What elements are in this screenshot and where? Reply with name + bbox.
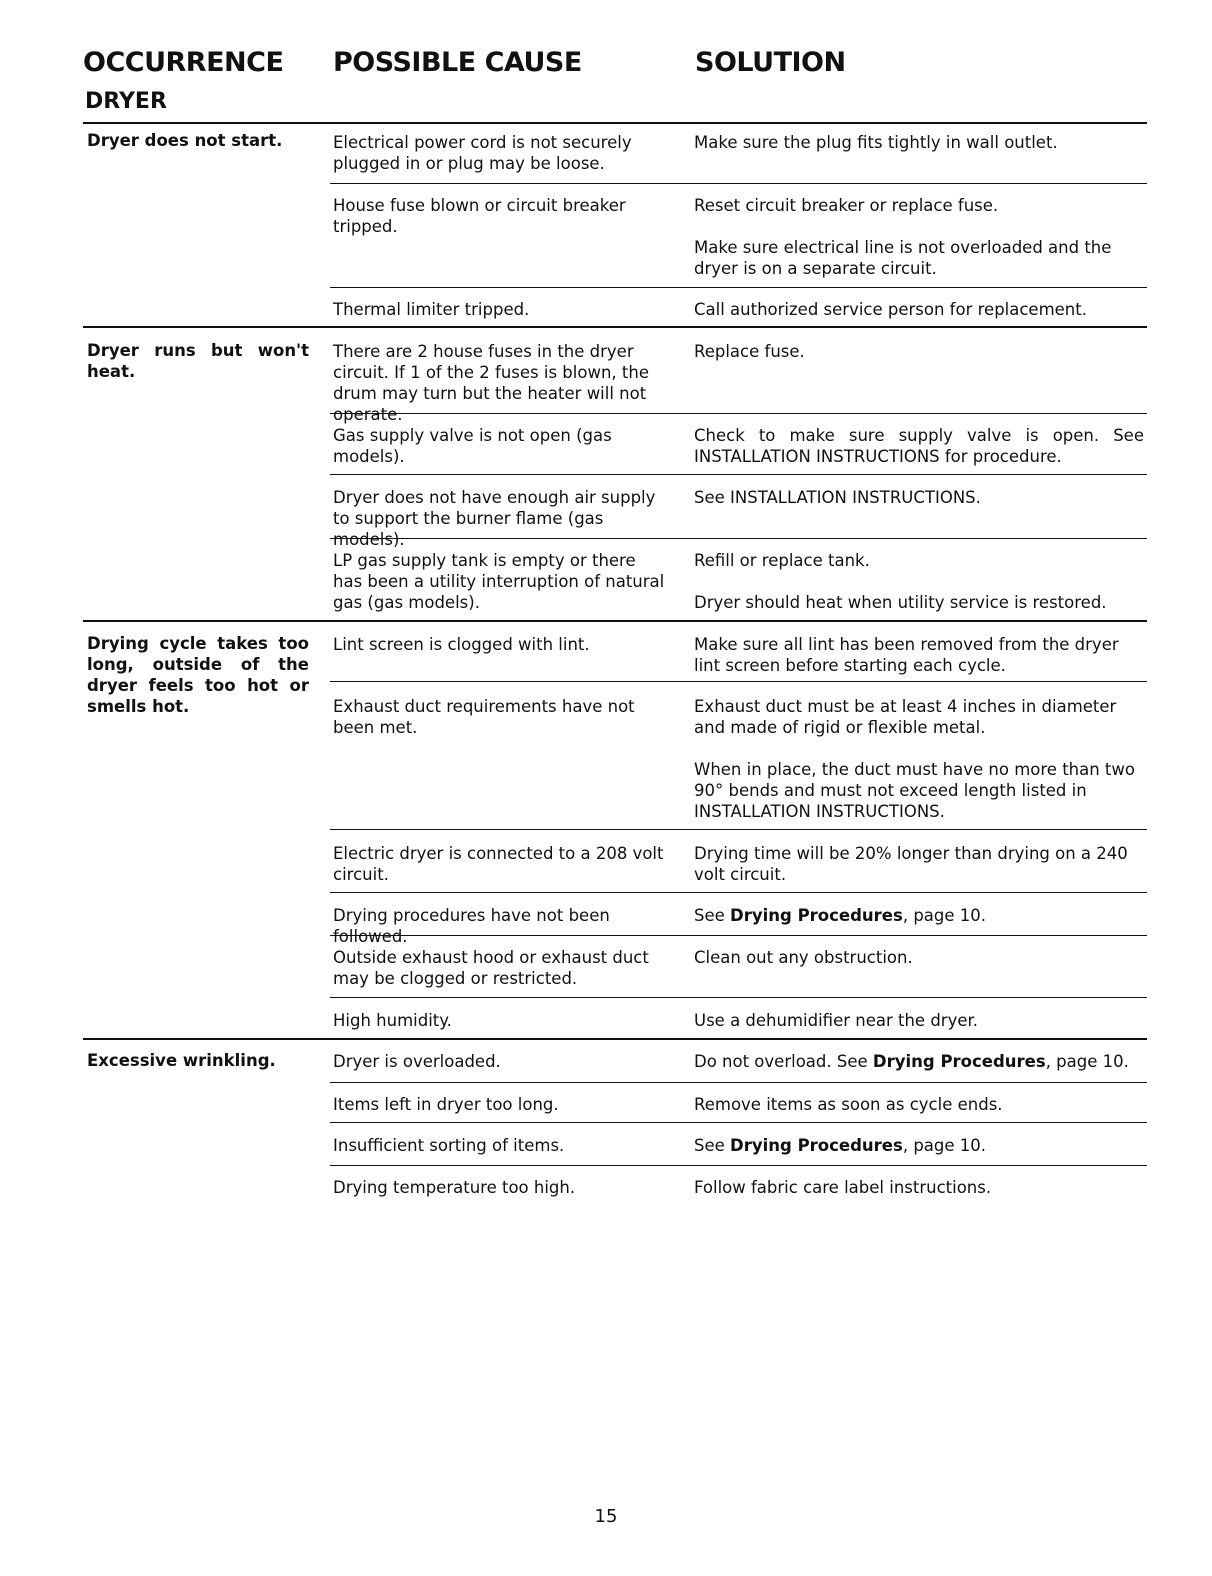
drying-procedures-reference: Drying Procedures (730, 1136, 903, 1155)
solution-text: Remove items as soon as cycle ends. (694, 1095, 1003, 1114)
cause-text: Electric dryer is connected to a 208 volt circuit. (333, 844, 664, 884)
solution-text: Check to make sure supply valve is open. See INSTALLATION INSTRUCTIONS for procedure. (694, 426, 1144, 466)
solution-text: Reset circuit breaker or replace fuse. (694, 196, 999, 215)
section-title: DRYER (85, 89, 167, 114)
row-divider (330, 1165, 1147, 1166)
solution-text: Do not overload. See Drying Procedures, page 10. (694, 1052, 1129, 1071)
cause-text: Drying temperature too high. (333, 1178, 576, 1197)
row-divider (330, 829, 1147, 830)
occurrence-label: Dryer does not start. (87, 131, 283, 150)
cause-text: Outside exhaust hood or exhaust duct may be clogged or restricted. (333, 948, 649, 988)
section-divider (83, 326, 1147, 328)
solution-text: See INSTALLATION INSTRUCTIONS. (694, 488, 981, 507)
solution-text: Make sure all lint has been removed from the dryer lint screen before starting each cycle. (694, 635, 1119, 675)
solution-text: Replace fuse. (694, 342, 805, 361)
solution-text: Refill or replace tank. (694, 551, 870, 570)
cause-text: House fuse blown or circuit breaker tripped. (333, 196, 626, 236)
row-divider (330, 1122, 1147, 1123)
solution-text: When in place, the duct must have no more than two 90° bends and must not exceed length listed in INSTALLATION INSTRUCTIONS. (694, 760, 1135, 821)
solution-text: See Drying Procedures, page 10. (694, 906, 987, 925)
drying-procedures-reference: Drying Procedures (730, 906, 903, 925)
row-divider (330, 892, 1147, 893)
possible-cause-column-header: POSSIBLE CAUSE (333, 47, 582, 78)
cause-text: Drying procedures have not been followed. (333, 906, 610, 946)
solution-column-header: SOLUTION (695, 47, 846, 78)
occurrence-label: Excessive wrinkling. (87, 1051, 276, 1070)
solution-text: Make sure electrical line is not overloaded and the dryer is on a separate circuit. (694, 238, 1112, 278)
cause-text: Lint screen is clogged with lint. (333, 635, 590, 654)
row-divider (330, 681, 1147, 682)
solution-text: Use a dehumidifier near the dryer. (694, 1011, 979, 1030)
cause-text: Exhaust duct requirements have not been met. (333, 697, 635, 737)
section-divider (83, 1038, 1147, 1040)
row-divider (330, 997, 1147, 998)
cause-text: Insufficient sorting of items. (333, 1136, 565, 1155)
cause-text: Dryer is overloaded. (333, 1052, 501, 1071)
page-number: 15 (594, 1506, 618, 1527)
solution-text: Exhaust duct must be at least 4 inches in diameter and made of rigid or flexible metal. (694, 697, 1117, 737)
row-divider (330, 183, 1147, 184)
occurrence-label: Drying cycle takes too long, outside of the dryer feels too hot or smells hot. (87, 634, 309, 716)
solution-text: Follow fabric care label instructions. (694, 1178, 992, 1197)
solution-text: See Drying Procedures, page 10. (694, 1136, 987, 1155)
cause-text: LP gas supply tank is empty or there has been a utility interruption of natural gas (gas models). (333, 551, 665, 612)
row-divider (330, 474, 1147, 475)
solution-text: Clean out any obstruction. (694, 948, 913, 967)
occurrence-label: Dryer runs but won't heat. (87, 341, 309, 381)
cause-text: High humidity. (333, 1011, 452, 1030)
section-divider (83, 620, 1147, 622)
row-divider (330, 287, 1147, 288)
section-divider (83, 122, 1147, 124)
cause-text: There are 2 house fuses in the dryer circuit. If 1 of the 2 fuses is blown, the drum may turn but the heater will not operate. (333, 342, 649, 424)
row-divider (330, 1082, 1147, 1083)
solution-text: Call authorized service person for replacement. (694, 300, 1087, 319)
solution-text: Make sure the plug fits tightly in wall outlet. (694, 133, 1058, 152)
drying-procedures-reference: Drying Procedures (872, 1052, 1046, 1071)
cause-text: Dryer does not have enough air supply to support the burner flame (gas models). (333, 488, 656, 549)
solution-text: Drying time will be 20% longer than drying on a 240 volt circuit. (694, 844, 1128, 884)
cause-text: Electrical power cord is not securely plugged in or plug may be loose. (333, 133, 632, 173)
cause-text: Gas supply valve is not open (gas models). (333, 426, 612, 466)
occurrence-column-header: OCCURRENCE (83, 47, 284, 78)
cause-text: Thermal limiter tripped. (333, 300, 530, 319)
cause-text: Items left in dryer too long. (333, 1095, 559, 1114)
solution-text: Dryer should heat when utility service is restored. (694, 593, 1107, 612)
